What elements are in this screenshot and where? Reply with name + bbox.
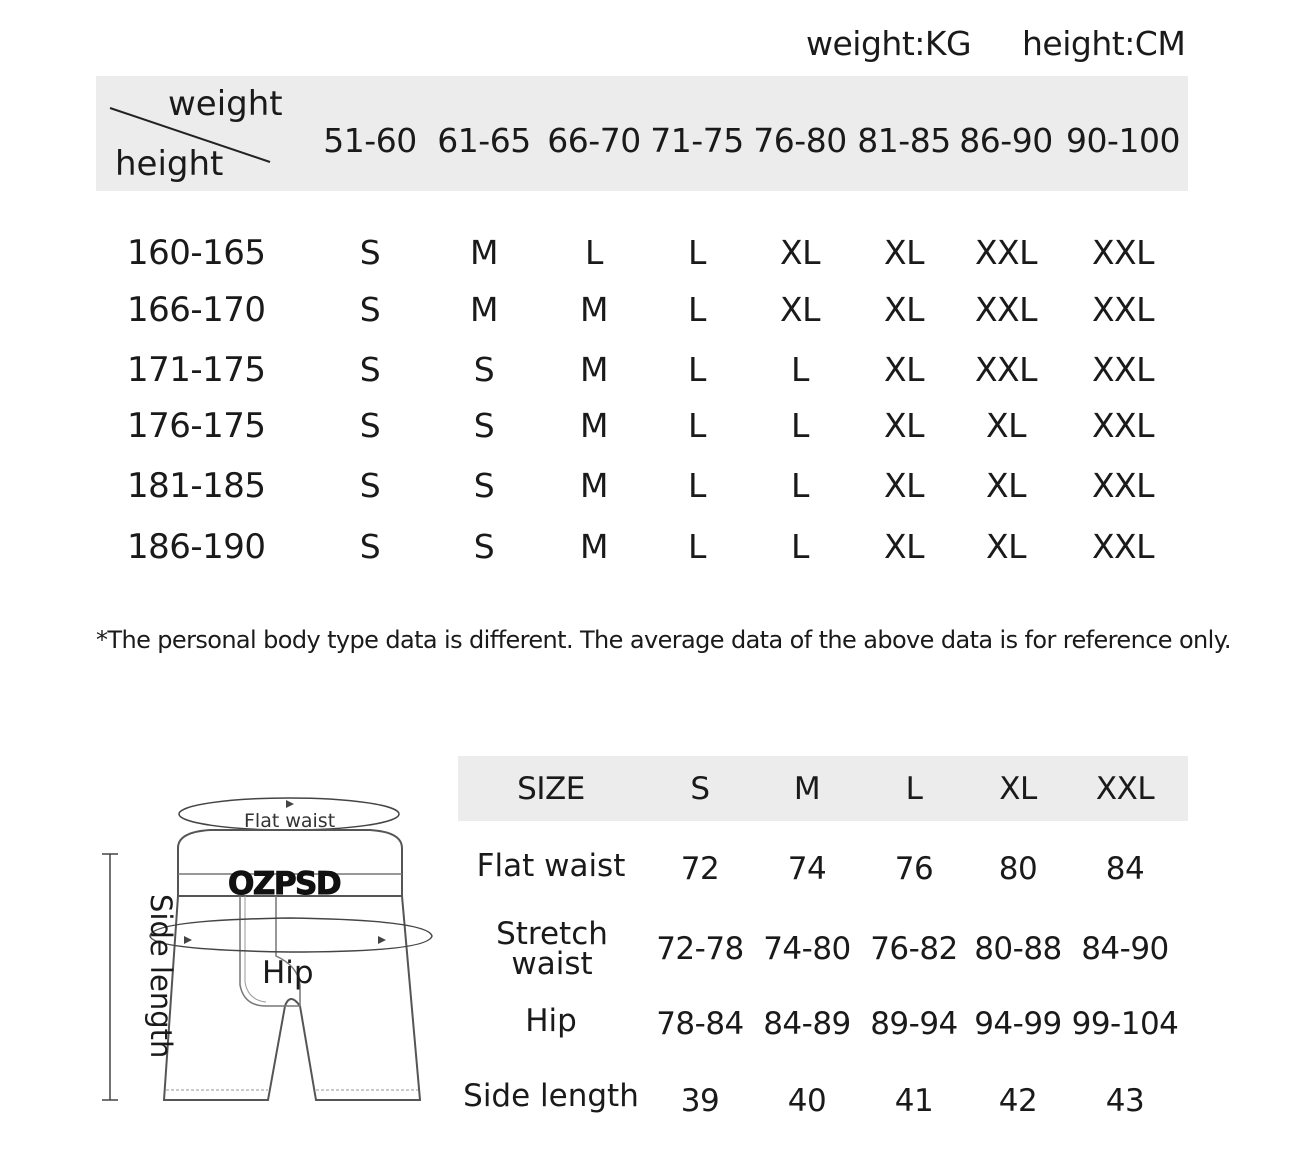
measure-cell: 72-78: [656, 931, 744, 967]
size-cell: S: [359, 527, 381, 566]
measure-cell: 41: [894, 1083, 934, 1119]
size-cell: XXL: [1091, 350, 1155, 389]
size-cell: L: [791, 466, 809, 505]
weight-range: 76-80: [753, 121, 847, 160]
height-range: 166-170: [127, 290, 266, 330]
size-cell: XXL: [1091, 466, 1155, 505]
size-cell: XL: [884, 233, 924, 272]
measure-cell: 94-99: [974, 1006, 1062, 1042]
size-cell: L: [585, 233, 603, 272]
height-range: 171-175: [127, 350, 266, 390]
measure-size: L: [905, 771, 923, 807]
size-cell: L: [688, 466, 706, 505]
size-cell: XXL: [974, 233, 1038, 272]
size-cell: XL: [884, 290, 924, 329]
size-cell: L: [688, 233, 706, 272]
size-cell: XL: [986, 406, 1026, 445]
measure-cell: 84: [1105, 851, 1145, 887]
size-cell: L: [791, 350, 809, 389]
height-range: 186-190: [127, 527, 266, 567]
size-cell: M: [580, 350, 608, 389]
weight-range: 71-75: [650, 121, 744, 160]
weight-range: 66-70: [547, 121, 641, 160]
measure-cell: 84-90: [1081, 931, 1169, 967]
measure-cell: 78-84: [656, 1006, 744, 1042]
size-cell: XXL: [1091, 527, 1155, 566]
measure-cell: 84-89: [763, 1006, 851, 1042]
measure-cell: 43: [1105, 1083, 1145, 1119]
weight-range: 86-90: [959, 121, 1053, 160]
size-cell: S: [473, 466, 495, 505]
measure-row-label: Flat waist: [476, 848, 626, 884]
measure-size: XL: [999, 771, 1037, 807]
shorts-body-shape: [164, 896, 420, 1100]
measure-row-label: Stretch: [496, 916, 608, 952]
measure-cell: 80-88: [974, 931, 1062, 967]
measure-cell: 40: [787, 1083, 827, 1119]
weight-range: 61-65: [437, 121, 531, 160]
height-range: 181-185: [127, 466, 266, 506]
size-cell: M: [470, 233, 498, 272]
size-cell: S: [359, 290, 381, 329]
measure-cell: 42: [998, 1083, 1038, 1119]
size-cell: XL: [884, 466, 924, 505]
size-cell: XL: [986, 527, 1026, 566]
measure-cell: 72: [680, 851, 720, 887]
size-cell: L: [791, 406, 809, 445]
size-cell: XL: [884, 406, 924, 445]
measure-size: S: [690, 771, 710, 807]
size-cell: M: [580, 406, 608, 445]
measure-row-label: Side length: [463, 1078, 639, 1114]
size-cell: S: [359, 466, 381, 505]
measure-cell: 74-80: [763, 931, 851, 967]
size-cell: L: [791, 527, 809, 566]
weight-range: 90-100: [1066, 121, 1180, 160]
corner-weight-label: weight: [168, 84, 283, 124]
measure-cell: 99-104: [1071, 1006, 1179, 1042]
size-cell: S: [359, 350, 381, 389]
measure-size-header: SIZE: [517, 771, 585, 807]
measure-size: XXL: [1095, 771, 1155, 807]
measure-size: M: [793, 771, 821, 807]
weight-range: 81-85: [857, 121, 951, 160]
size-cell: L: [688, 527, 706, 566]
measure-cell: 89-94: [870, 1006, 958, 1042]
size-cell: S: [473, 527, 495, 566]
weight-unit-label: weight:KG: [806, 24, 972, 63]
size-cell: XL: [884, 350, 924, 389]
side-length-label: Side length: [144, 894, 178, 1059]
size-cell: XL: [986, 466, 1026, 505]
height-range: 160-165: [127, 233, 266, 273]
size-cell: S: [359, 406, 381, 445]
size-cell: XXL: [974, 350, 1038, 389]
brand-logo-text: OZPSD: [228, 866, 341, 902]
size-cell: XXL: [1091, 290, 1155, 329]
measure-cell: 76-82: [870, 931, 958, 967]
size-cell: L: [688, 350, 706, 389]
measure-row-label: waist: [511, 946, 593, 982]
size-cell: XXL: [1091, 406, 1155, 445]
measure-cell: 76: [894, 851, 934, 887]
size-cell: XL: [780, 290, 820, 329]
measure-cell: 74: [787, 851, 827, 887]
hip-label: Hip: [262, 955, 314, 991]
size-cell: XXL: [1091, 233, 1155, 272]
size-cell: M: [580, 290, 608, 329]
waist-arrow-icon: [286, 800, 294, 808]
size-cell: L: [688, 290, 706, 329]
size-cell: M: [470, 290, 498, 329]
size-cell: S: [473, 406, 495, 445]
measure-cell: 80: [998, 851, 1038, 887]
reference-note: *The personal body type data is different. The average data of the above data is for reference only.: [96, 626, 1231, 654]
corner-height-label: height: [115, 144, 224, 184]
weight-range: 51-60: [323, 121, 417, 160]
size-cell: M: [580, 527, 608, 566]
size-cell: L: [688, 406, 706, 445]
size-cell: S: [359, 233, 381, 272]
height-range: 176-175: [127, 406, 266, 446]
height-unit-label: height:CM: [1022, 24, 1186, 63]
size-cell: XL: [884, 527, 924, 566]
measure-row-label: Hip: [525, 1003, 577, 1039]
size-cell: S: [473, 350, 495, 389]
size-cell: M: [580, 466, 608, 505]
size-cell: XL: [780, 233, 820, 272]
flat-waist-label: Flat waist: [244, 810, 336, 832]
measure-cell: 39: [680, 1083, 720, 1119]
size-cell: XXL: [974, 290, 1038, 329]
